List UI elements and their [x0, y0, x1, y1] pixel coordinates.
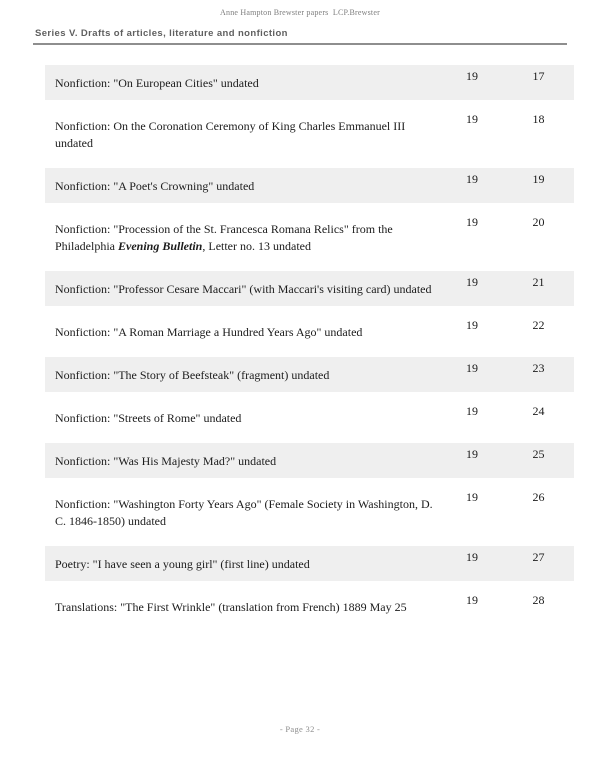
description-text: Nonfiction: "The Story of Beefsteak" (fragment) undated: [55, 368, 330, 382]
description-text: Nonfiction: On the Coronation Ceremony of King Charles Emmanuel III undated: [55, 119, 406, 150]
folder-number: 23: [503, 357, 574, 392]
description-text: , Letter no. 13 undated: [202, 239, 311, 253]
folder-number: 24: [532, 404, 545, 418]
item-description: [45, 271, 441, 306]
description-text: Translations: "The First Wrinkle" (translation from French) 1889 May 25: [55, 600, 407, 614]
item-description: [45, 108, 441, 160]
folder-number: 28: [532, 593, 545, 607]
header-rule: [33, 43, 567, 45]
folder-number: 18: [532, 112, 545, 126]
table-row: [45, 271, 574, 306]
folder-number: 20: [532, 215, 545, 229]
table-row: [45, 589, 574, 624]
contents-table-body: [45, 65, 574, 624]
folder-number: 22: [532, 318, 545, 332]
description-text: Nonfiction: "On European Cities" undated: [55, 76, 259, 90]
box-number: 19: [466, 215, 478, 229]
table-row: [45, 443, 574, 478]
box-number: 19: [466, 404, 478, 418]
italic-publication-title: Evening Bulletin: [118, 239, 203, 253]
page-footer: - Page 32 -: [279, 724, 321, 734]
description-text: Nonfiction: "Streets of Rome" undated: [55, 411, 242, 425]
box-number: 19: [441, 271, 503, 306]
item-description: [45, 486, 441, 538]
item-description: [45, 357, 441, 392]
item-description: [45, 168, 441, 203]
folder-number: 21: [503, 271, 574, 306]
box-number: 19: [441, 168, 503, 203]
box-number: 19: [441, 443, 503, 478]
description-text: Nonfiction: "A Poet's Crowning" undated: [55, 179, 255, 193]
table-row: [45, 314, 574, 349]
folder-number: 19: [503, 168, 574, 203]
box-number: 19: [466, 112, 478, 126]
item-description: [45, 211, 441, 263]
contents-table: [45, 57, 574, 632]
table-row: [45, 65, 574, 100]
description-text: Nonfiction: "Procession of the St. Francesca Romana Relics" from the Philadelphia: [55, 222, 393, 253]
item-description: [45, 400, 441, 435]
document-header: Anne Hampton Brewster papers LCP.Brewster: [220, 8, 380, 17]
item-description: [45, 443, 441, 478]
item-description: [45, 65, 441, 100]
table-row: [45, 357, 574, 392]
box-number: 19: [466, 593, 478, 607]
description-text: Poetry: "I have seen a young girl" (first line) undated: [55, 557, 310, 571]
series-title: Series V. Drafts of articles, literature and nonfiction: [35, 28, 288, 39]
table-row: [45, 168, 574, 203]
description-text: Nonfiction: "Was His Majesty Mad?" undated: [55, 454, 277, 468]
box-number: 19: [441, 546, 503, 581]
folder-number: 25: [503, 443, 574, 478]
table-row: [45, 108, 574, 160]
folder-number: 17: [503, 65, 574, 100]
box-number: 19: [466, 490, 478, 504]
box-number: 19: [441, 357, 503, 392]
folder-number: 27: [503, 546, 574, 581]
table-row: [45, 211, 574, 263]
description-text: Nonfiction: "A Roman Marriage a Hundred Years Ago" undated: [55, 325, 363, 339]
table-row: [45, 400, 574, 435]
item-description: [45, 589, 441, 624]
box-number: 19: [441, 65, 503, 100]
table-row: [45, 486, 574, 538]
item-description: [45, 314, 441, 349]
box-number: 19: [466, 318, 478, 332]
item-description: [45, 546, 441, 581]
description-text: Nonfiction: "Professor Cesare Maccari" (with Maccari's visiting card) undated: [55, 282, 432, 296]
table-row: [45, 546, 574, 581]
folder-number: 26: [532, 490, 545, 504]
description-text: Nonfiction: "Washington Forty Years Ago" (Female Society in Washington, D. C. 1846-1850) undated: [55, 497, 433, 528]
